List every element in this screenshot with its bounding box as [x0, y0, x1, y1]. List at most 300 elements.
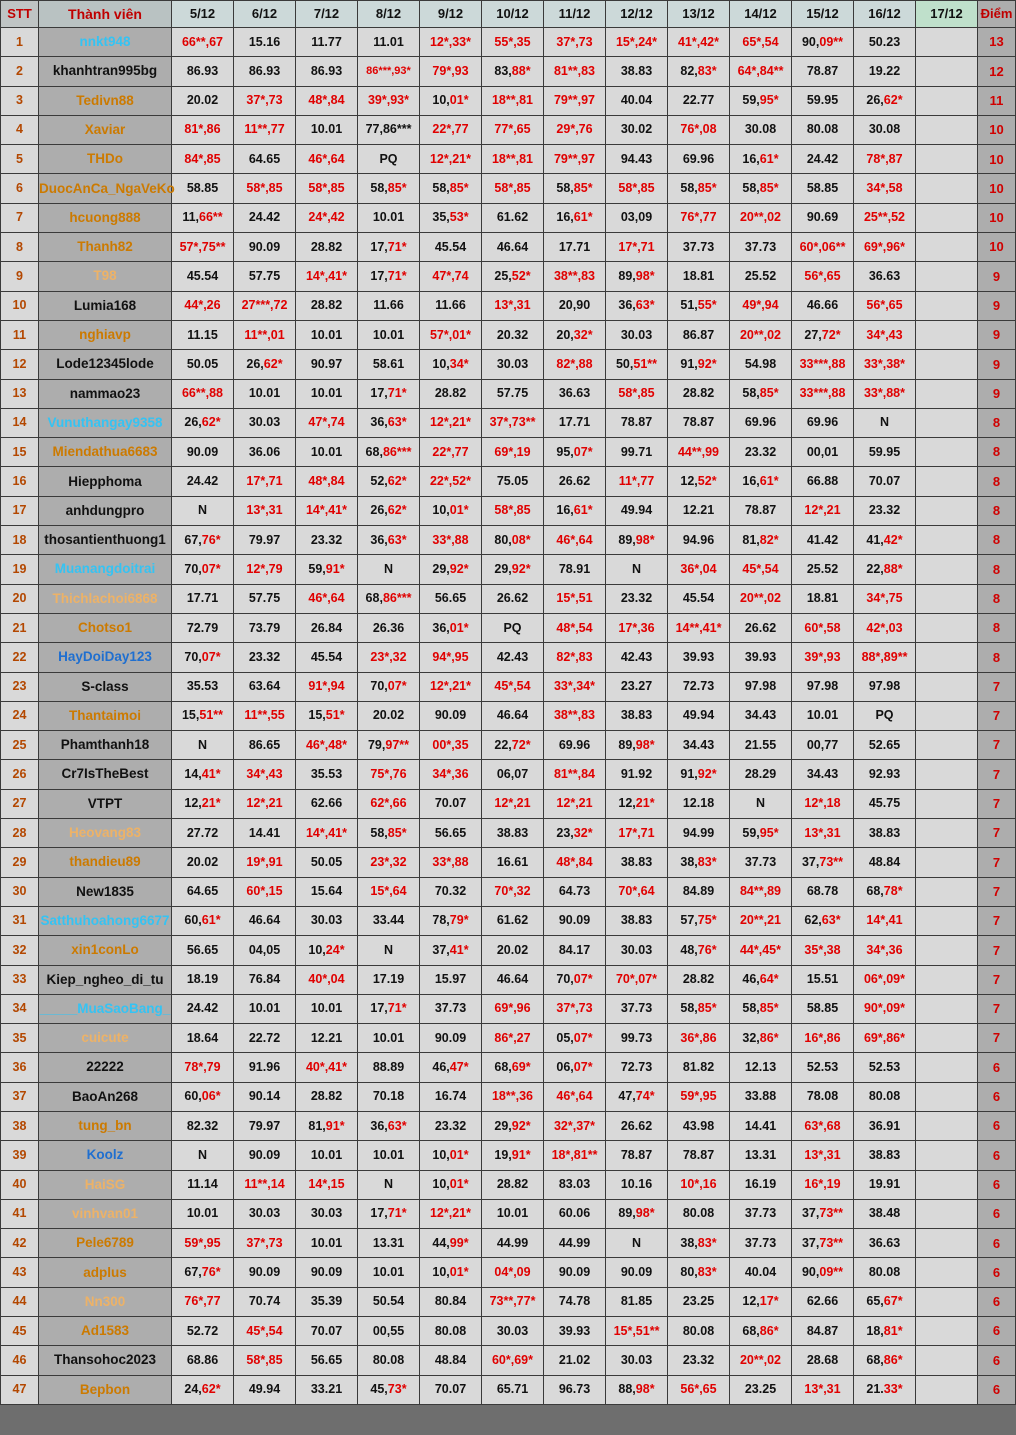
- score-cell[interactable]: [358, 789, 420, 818]
- score-cell[interactable]: [358, 760, 420, 789]
- score-cell[interactable]: [792, 438, 854, 467]
- score-cell[interactable]: [358, 1375, 420, 1404]
- score-cell[interactable]: [172, 1111, 234, 1140]
- score-cell[interactable]: [482, 1375, 544, 1404]
- score-cell[interactable]: [792, 994, 854, 1023]
- score-cell[interactable]: [234, 1229, 296, 1258]
- score-cell[interactable]: [730, 57, 792, 86]
- score-cell[interactable]: [234, 994, 296, 1023]
- score-cell[interactable]: [544, 28, 606, 57]
- score-cell[interactable]: [482, 731, 544, 760]
- score-cell[interactable]: [296, 1024, 358, 1053]
- score-cell[interactable]: [916, 672, 978, 701]
- score-cell[interactable]: [668, 57, 730, 86]
- score-cell[interactable]: [420, 1199, 482, 1228]
- member-cell[interactable]: [39, 408, 172, 437]
- score-cell[interactable]: [482, 672, 544, 701]
- score-cell[interactable]: [916, 291, 978, 320]
- score-cell[interactable]: [296, 848, 358, 877]
- score-cell[interactable]: [854, 408, 916, 437]
- score-cell[interactable]: [668, 526, 730, 555]
- score-cell[interactable]: [606, 584, 668, 613]
- score-cell[interactable]: [358, 438, 420, 467]
- score-cell[interactable]: [358, 848, 420, 877]
- score-cell[interactable]: [916, 584, 978, 613]
- score-cell[interactable]: [296, 115, 358, 144]
- score-cell[interactable]: [234, 1111, 296, 1140]
- score-cell[interactable]: [606, 965, 668, 994]
- score-cell[interactable]: [916, 57, 978, 86]
- score-cell[interactable]: [544, 819, 606, 848]
- score-cell[interactable]: [482, 994, 544, 1023]
- score-cell[interactable]: [544, 994, 606, 1023]
- score-cell[interactable]: [420, 819, 482, 848]
- score-cell[interactable]: [420, 1082, 482, 1111]
- score-cell[interactable]: [916, 701, 978, 730]
- score-cell[interactable]: [234, 584, 296, 613]
- score-cell[interactable]: [668, 115, 730, 144]
- score-cell[interactable]: [730, 115, 792, 144]
- score-cell[interactable]: [854, 760, 916, 789]
- score-cell[interactable]: [916, 262, 978, 291]
- member-cell[interactable]: [39, 1111, 172, 1140]
- score-cell[interactable]: [482, 1053, 544, 1082]
- member-name[interactable]: Heovang83: [68, 825, 142, 841]
- score-cell[interactable]: [792, 1375, 854, 1404]
- score-cell[interactable]: [668, 555, 730, 584]
- score-cell[interactable]: [172, 819, 234, 848]
- score-cell[interactable]: [916, 438, 978, 467]
- score-cell[interactable]: [792, 526, 854, 555]
- member-name[interactable]: Pele6789: [76, 1235, 134, 1251]
- score-cell[interactable]: [668, 1346, 730, 1375]
- score-cell[interactable]: [482, 877, 544, 906]
- score-cell[interactable]: [172, 877, 234, 906]
- score-cell[interactable]: [420, 672, 482, 701]
- score-cell[interactable]: [606, 408, 668, 437]
- score-cell[interactable]: [234, 1141, 296, 1170]
- score-cell[interactable]: [606, 848, 668, 877]
- score-cell[interactable]: [730, 1258, 792, 1287]
- score-cell[interactable]: [296, 1258, 358, 1287]
- score-cell[interactable]: [296, 320, 358, 349]
- member-cell[interactable]: [39, 1375, 172, 1404]
- score-cell[interactable]: [668, 1199, 730, 1228]
- member-cell[interactable]: [39, 262, 172, 291]
- score-cell[interactable]: [668, 438, 730, 467]
- score-cell[interactable]: [544, 174, 606, 203]
- member-cell[interactable]: [39, 1258, 172, 1287]
- score-cell[interactable]: [296, 1229, 358, 1258]
- score-cell[interactable]: [420, 789, 482, 818]
- score-cell[interactable]: [730, 1024, 792, 1053]
- member-cell[interactable]: [39, 848, 172, 877]
- score-cell[interactable]: [234, 1170, 296, 1199]
- score-cell[interactable]: [916, 350, 978, 379]
- score-cell[interactable]: [482, 203, 544, 232]
- score-cell[interactable]: [668, 1170, 730, 1199]
- score-cell[interactable]: [916, 467, 978, 496]
- score-cell[interactable]: [668, 174, 730, 203]
- score-cell[interactable]: [854, 965, 916, 994]
- score-cell[interactable]: [668, 584, 730, 613]
- score-cell[interactable]: [358, 701, 420, 730]
- score-cell[interactable]: [234, 408, 296, 437]
- score-cell[interactable]: [668, 1024, 730, 1053]
- score-cell[interactable]: [358, 379, 420, 408]
- score-cell[interactable]: [420, 115, 482, 144]
- score-cell[interactable]: [730, 1229, 792, 1258]
- score-cell[interactable]: [668, 291, 730, 320]
- score-cell[interactable]: [544, 291, 606, 320]
- score-cell[interactable]: [296, 672, 358, 701]
- score-cell[interactable]: [854, 994, 916, 1023]
- score-cell[interactable]: [854, 203, 916, 232]
- score-cell[interactable]: [916, 1024, 978, 1053]
- member-cell[interactable]: [39, 145, 172, 174]
- score-cell[interactable]: [420, 1346, 482, 1375]
- score-cell[interactable]: [172, 1375, 234, 1404]
- score-cell[interactable]: [606, 496, 668, 525]
- score-cell[interactable]: [234, 233, 296, 262]
- score-cell[interactable]: [916, 1375, 978, 1404]
- score-cell[interactable]: [172, 57, 234, 86]
- score-cell[interactable]: [792, 1346, 854, 1375]
- member-cell[interactable]: [39, 936, 172, 965]
- score-cell[interactable]: [606, 936, 668, 965]
- score-cell[interactable]: [172, 526, 234, 555]
- member-name[interactable]: Satthuhoahong6677: [40, 912, 170, 928]
- member-cell[interactable]: [39, 438, 172, 467]
- score-cell[interactable]: [296, 906, 358, 935]
- score-cell[interactable]: [172, 1199, 234, 1228]
- member-name[interactable]: Lumia168: [73, 297, 137, 313]
- score-cell[interactable]: [544, 145, 606, 174]
- score-cell[interactable]: [668, 1287, 730, 1316]
- score-cell[interactable]: [358, 555, 420, 584]
- score-cell[interactable]: [358, 526, 420, 555]
- score-cell[interactable]: [854, 1082, 916, 1111]
- member-cell[interactable]: [39, 1053, 172, 1082]
- score-cell[interactable]: [234, 1317, 296, 1346]
- score-cell[interactable]: [296, 1082, 358, 1111]
- score-cell[interactable]: [420, 1111, 482, 1140]
- score-cell[interactable]: [854, 174, 916, 203]
- member-name[interactable]: Thichlachoi6868: [52, 590, 158, 606]
- score-cell[interactable]: [916, 28, 978, 57]
- score-cell[interactable]: [668, 1317, 730, 1346]
- score-cell[interactable]: [854, 1346, 916, 1375]
- score-cell[interactable]: [420, 848, 482, 877]
- score-cell[interactable]: [482, 57, 544, 86]
- score-cell[interactable]: [916, 86, 978, 115]
- score-cell[interactable]: [668, 408, 730, 437]
- score-cell[interactable]: [606, 1024, 668, 1053]
- score-cell[interactable]: [792, 1082, 854, 1111]
- score-cell[interactable]: [606, 203, 668, 232]
- score-cell[interactable]: [296, 1287, 358, 1316]
- score-cell[interactable]: [854, 555, 916, 584]
- score-cell[interactable]: [358, 115, 420, 144]
- score-cell[interactable]: [730, 1199, 792, 1228]
- header-day-17-12[interactable]: 17/12: [916, 1, 978, 28]
- score-cell[interactable]: [792, 1053, 854, 1082]
- score-cell[interactable]: [730, 1111, 792, 1140]
- member-name[interactable]: hcuong888: [69, 209, 141, 225]
- score-cell[interactable]: [854, 262, 916, 291]
- score-cell[interactable]: [916, 1053, 978, 1082]
- score-cell[interactable]: [544, 1317, 606, 1346]
- member-cell[interactable]: [39, 613, 172, 642]
- score-cell[interactable]: [792, 1229, 854, 1258]
- score-cell[interactable]: [854, 28, 916, 57]
- score-cell[interactable]: [420, 262, 482, 291]
- score-cell[interactable]: [420, 467, 482, 496]
- member-cell[interactable]: [39, 233, 172, 262]
- header-day-16-12[interactable]: 16/12: [854, 1, 916, 28]
- score-cell[interactable]: [544, 848, 606, 877]
- score-cell[interactable]: [234, 86, 296, 115]
- score-cell[interactable]: [730, 28, 792, 57]
- member-cell[interactable]: [39, 760, 172, 789]
- header-day-11-12[interactable]: 11/12: [544, 1, 606, 28]
- score-cell[interactable]: [792, 1170, 854, 1199]
- score-cell[interactable]: [854, 115, 916, 144]
- score-cell[interactable]: [544, 1229, 606, 1258]
- score-cell[interactable]: [668, 203, 730, 232]
- score-cell[interactable]: [420, 584, 482, 613]
- score-cell[interactable]: [668, 1258, 730, 1287]
- score-cell[interactable]: [234, 1082, 296, 1111]
- score-cell[interactable]: [730, 613, 792, 642]
- member-name[interactable]: tung_bn: [78, 1118, 132, 1134]
- score-cell[interactable]: [172, 1258, 234, 1287]
- score-cell[interactable]: [234, 467, 296, 496]
- score-cell[interactable]: [420, 320, 482, 349]
- score-cell[interactable]: [358, 233, 420, 262]
- score-cell[interactable]: [482, 526, 544, 555]
- score-cell[interactable]: [172, 350, 234, 379]
- score-cell[interactable]: [296, 145, 358, 174]
- score-cell[interactable]: [482, 848, 544, 877]
- score-cell[interactable]: [792, 906, 854, 935]
- score-cell[interactable]: [916, 379, 978, 408]
- score-cell[interactable]: [296, 174, 358, 203]
- score-cell[interactable]: [792, 789, 854, 818]
- score-cell[interactable]: [544, 496, 606, 525]
- score-cell[interactable]: [420, 1024, 482, 1053]
- score-cell[interactable]: [544, 86, 606, 115]
- score-cell[interactable]: [358, 57, 420, 86]
- score-cell[interactable]: [544, 555, 606, 584]
- score-cell[interactable]: [854, 789, 916, 818]
- score-cell[interactable]: [606, 1287, 668, 1316]
- score-cell[interactable]: [668, 877, 730, 906]
- member-name[interactable]: DuocAnCa_NgaVeKo: [39, 180, 175, 196]
- score-cell[interactable]: [358, 1053, 420, 1082]
- score-cell[interactable]: [730, 701, 792, 730]
- score-cell[interactable]: [234, 936, 296, 965]
- score-cell[interactable]: [544, 1170, 606, 1199]
- member-cell[interactable]: [39, 1287, 172, 1316]
- score-cell[interactable]: [296, 584, 358, 613]
- header-day-9-12[interactable]: 9/12: [420, 1, 482, 28]
- score-cell[interactable]: [544, 731, 606, 760]
- member-name[interactable]: S-class: [81, 678, 129, 694]
- score-cell[interactable]: [358, 672, 420, 701]
- score-cell[interactable]: [296, 86, 358, 115]
- score-cell[interactable]: [854, 877, 916, 906]
- score-cell[interactable]: [854, 848, 916, 877]
- score-cell[interactable]: [668, 701, 730, 730]
- header-day-12-12[interactable]: 12/12: [606, 1, 668, 28]
- score-cell[interactable]: [668, 1053, 730, 1082]
- score-cell[interactable]: [544, 1375, 606, 1404]
- score-cell[interactable]: [544, 320, 606, 349]
- score-cell[interactable]: [730, 1170, 792, 1199]
- score-cell[interactable]: [296, 496, 358, 525]
- score-cell[interactable]: [606, 643, 668, 672]
- score-cell[interactable]: [792, 701, 854, 730]
- score-cell[interactable]: [296, 28, 358, 57]
- member-name[interactable]: New1835: [76, 883, 134, 899]
- score-cell[interactable]: [420, 906, 482, 935]
- score-cell[interactable]: [668, 848, 730, 877]
- score-cell[interactable]: [606, 1170, 668, 1199]
- score-cell[interactable]: [854, 1287, 916, 1316]
- score-cell[interactable]: [606, 1082, 668, 1111]
- score-cell[interactable]: [358, 819, 420, 848]
- score-cell[interactable]: [358, 28, 420, 57]
- score-cell[interactable]: [544, 877, 606, 906]
- score-cell[interactable]: [544, 1346, 606, 1375]
- score-cell[interactable]: [420, 1170, 482, 1199]
- score-cell[interactable]: [358, 1258, 420, 1287]
- score-cell[interactable]: [358, 1024, 420, 1053]
- member-cell[interactable]: [39, 1346, 172, 1375]
- score-cell[interactable]: [854, 1258, 916, 1287]
- score-cell[interactable]: [730, 994, 792, 1023]
- score-cell[interactable]: [854, 701, 916, 730]
- member-name[interactable]: Thansohoc2023: [53, 1352, 157, 1368]
- score-cell[interactable]: [606, 320, 668, 349]
- score-cell[interactable]: [358, 291, 420, 320]
- score-cell[interactable]: [234, 379, 296, 408]
- score-cell[interactable]: [234, 906, 296, 935]
- score-cell[interactable]: [606, 1111, 668, 1140]
- score-cell[interactable]: [792, 877, 854, 906]
- score-cell[interactable]: [234, 350, 296, 379]
- score-cell[interactable]: [668, 233, 730, 262]
- score-cell[interactable]: [172, 848, 234, 877]
- score-cell[interactable]: [544, 1258, 606, 1287]
- score-cell[interactable]: [730, 526, 792, 555]
- score-cell[interactable]: [296, 731, 358, 760]
- score-cell[interactable]: [854, 291, 916, 320]
- score-cell[interactable]: [730, 789, 792, 818]
- score-cell[interactable]: [358, 1317, 420, 1346]
- score-cell[interactable]: [482, 28, 544, 57]
- member-cell[interactable]: [39, 115, 172, 144]
- score-cell[interactable]: [730, 965, 792, 994]
- score-cell[interactable]: [792, 28, 854, 57]
- score-cell[interactable]: [172, 1082, 234, 1111]
- score-cell[interactable]: [482, 408, 544, 437]
- member-name[interactable]: Cr7IsTheBest: [61, 766, 149, 782]
- score-cell[interactable]: [792, 672, 854, 701]
- score-cell[interactable]: [420, 57, 482, 86]
- score-cell[interactable]: [730, 145, 792, 174]
- score-cell[interactable]: [358, 145, 420, 174]
- member-cell[interactable]: [39, 819, 172, 848]
- score-cell[interactable]: [482, 613, 544, 642]
- score-cell[interactable]: [606, 115, 668, 144]
- score-cell[interactable]: [482, 233, 544, 262]
- member-cell[interactable]: [39, 1317, 172, 1346]
- score-cell[interactable]: [792, 496, 854, 525]
- score-cell[interactable]: [420, 643, 482, 672]
- score-cell[interactable]: [916, 1170, 978, 1199]
- score-cell[interactable]: [792, 1287, 854, 1316]
- score-cell[interactable]: [854, 1375, 916, 1404]
- score-cell[interactable]: [854, 1024, 916, 1053]
- member-cell[interactable]: [39, 789, 172, 818]
- score-cell[interactable]: [730, 819, 792, 848]
- score-cell[interactable]: [544, 203, 606, 232]
- member-name[interactable]: nnkt948: [79, 34, 131, 50]
- member-name[interactable]: cuicute: [81, 1030, 129, 1046]
- score-cell[interactable]: [730, 1346, 792, 1375]
- score-cell[interactable]: [606, 526, 668, 555]
- score-cell[interactable]: [544, 672, 606, 701]
- score-cell[interactable]: [420, 86, 482, 115]
- score-cell[interactable]: [730, 643, 792, 672]
- score-cell[interactable]: [544, 936, 606, 965]
- score-cell[interactable]: [234, 672, 296, 701]
- score-cell[interactable]: [172, 613, 234, 642]
- score-cell[interactable]: [854, 672, 916, 701]
- score-cell[interactable]: [606, 1229, 668, 1258]
- score-cell[interactable]: [358, 1346, 420, 1375]
- score-cell[interactable]: [482, 1111, 544, 1140]
- score-cell[interactable]: [730, 672, 792, 701]
- score-cell[interactable]: [172, 643, 234, 672]
- score-cell[interactable]: [916, 613, 978, 642]
- score-cell[interactable]: [606, 1258, 668, 1287]
- score-cell[interactable]: [544, 115, 606, 144]
- member-name[interactable]: BaoAn268: [71, 1088, 139, 1104]
- score-cell[interactable]: [668, 1229, 730, 1258]
- score-cell[interactable]: [916, 1141, 978, 1170]
- score-cell[interactable]: [916, 526, 978, 555]
- score-cell[interactable]: [296, 877, 358, 906]
- score-cell[interactable]: [172, 438, 234, 467]
- score-cell[interactable]: [606, 613, 668, 642]
- score-cell[interactable]: [854, 438, 916, 467]
- score-cell[interactable]: [916, 1111, 978, 1140]
- score-cell[interactable]: [172, 86, 234, 115]
- score-cell[interactable]: [420, 291, 482, 320]
- score-cell[interactable]: [730, 1141, 792, 1170]
- score-cell[interactable]: [792, 115, 854, 144]
- score-cell[interactable]: [234, 28, 296, 57]
- score-cell[interactable]: [234, 526, 296, 555]
- score-cell[interactable]: [792, 1317, 854, 1346]
- score-cell[interactable]: [606, 760, 668, 789]
- score-cell[interactable]: [916, 936, 978, 965]
- score-cell[interactable]: [234, 57, 296, 86]
- score-cell[interactable]: [482, 86, 544, 115]
